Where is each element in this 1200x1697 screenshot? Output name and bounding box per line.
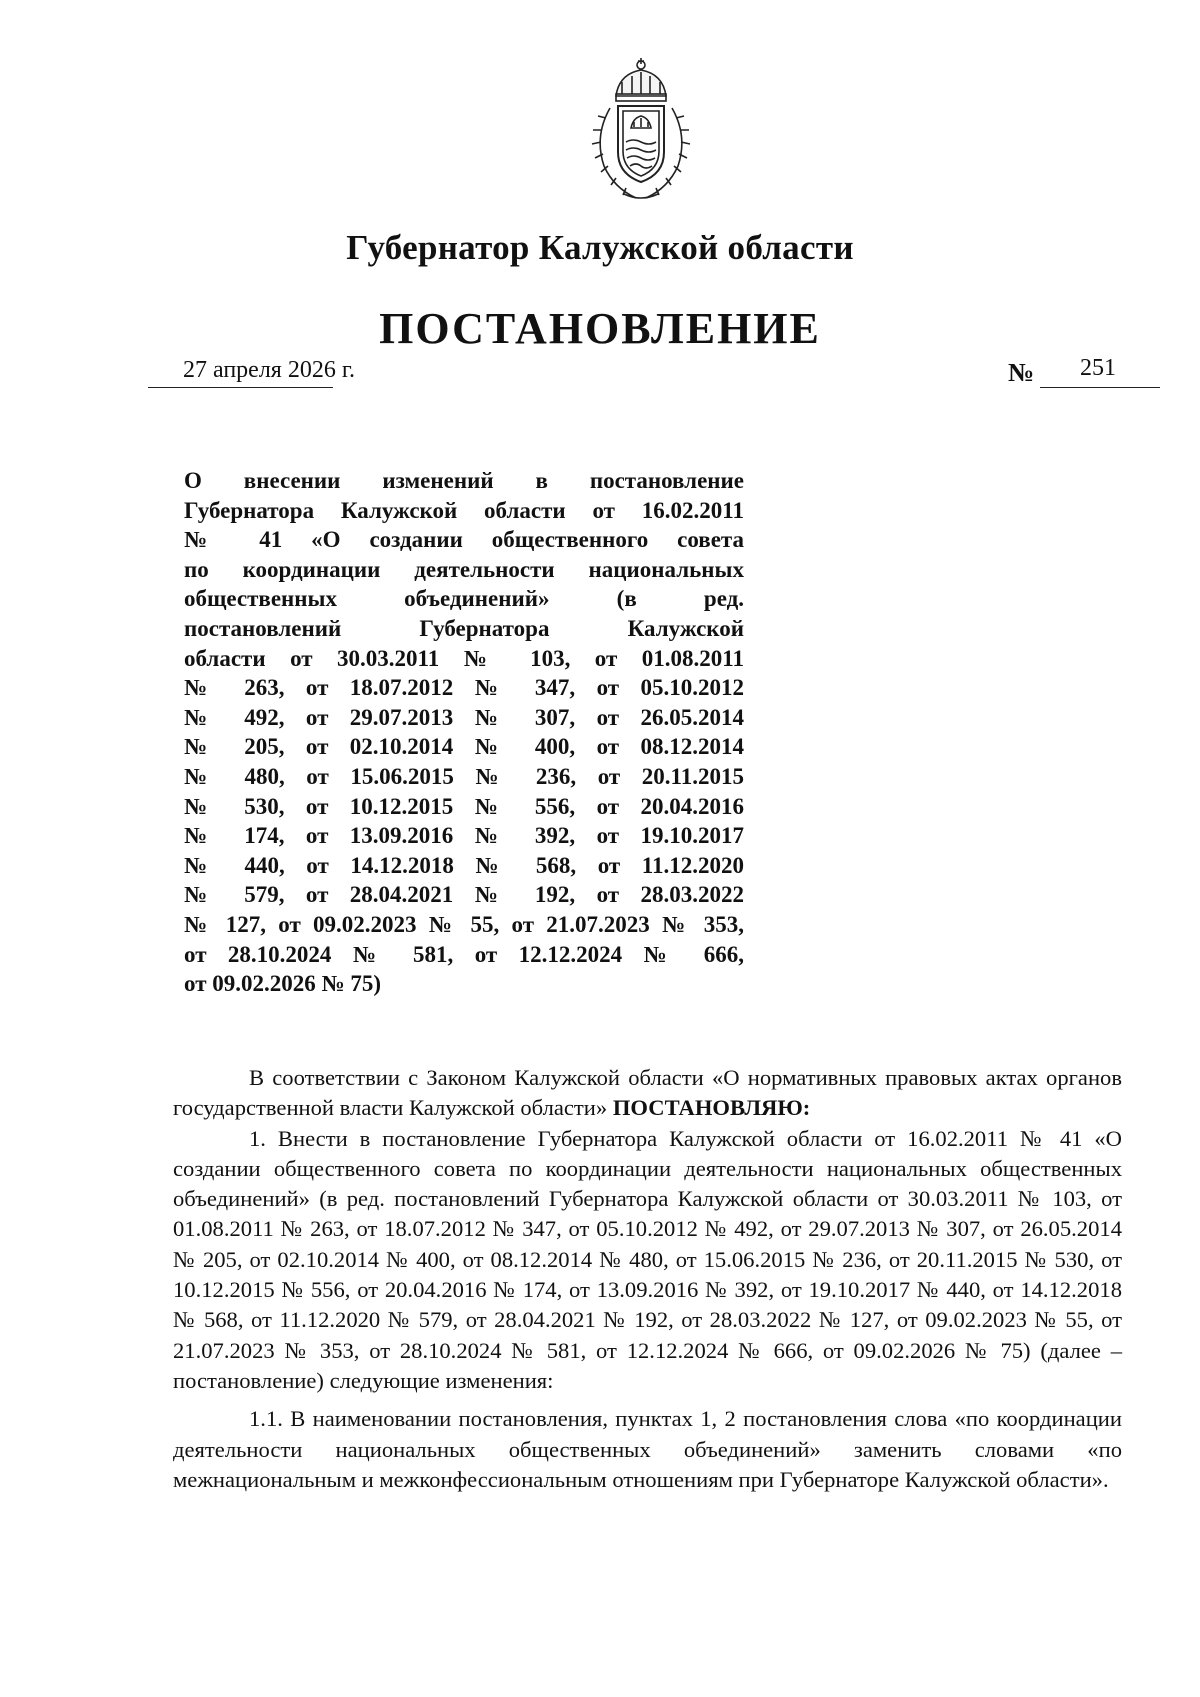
document-number: 251 <box>1080 355 1116 381</box>
heading-line: № 205, от 02.10.2014 № 400, от 08.12.2014 <box>184 734 744 760</box>
heading-line: от 28.10.2024 № 581, от 12.12.2024 № 666, <box>184 941 744 967</box>
decree-word: ПОСТАНОВЛЯЮ: <box>612 1095 811 1121</box>
item-1-paragraph: 1. Внести в постановление Губернатора Калужской области от 16.02.2011 № 41 «О создании общественного совета по координации деятельности национальных общественных объединений» (в ред. постановлений Губернатора Калужской области от 30.03.2011 № 103, от 01.08.2011 № 263, от 18.07.2012 № 347, от 05.10.2012 № 492, от 29.07.2013 № 307, от 26.05.2014 № 205, от 02.10.2014 № 400, от 08.12.2014 № 480, от 15.06.2015 № 236, от 20.11.2015 № 530, от 10.12.2015 № 556, от 20.04.2016 № 174, от 13.09.2016 № 392, от 19.10.2017 № 440, от 14.12.2018 № 568, от 11.12.2020 № 579, от 28.04.2021 № 192, от 28.03.2022 № 127, от 09.02.2023 № 55, от 21.07.2023 № 353, от 28.10.2024 № 581, от 12.12.2024 № 666, от 09.02.2026 № 75) (далее – постановление) следующие изменения: <box>173 1125 1122 1393</box>
preamble-text: В соответствии с Законом Калужской области «О нормативных правовых актах органов государственной власти Калужской области» <box>173 1065 1122 1121</box>
heading-line: № 480, от 15.06.2015 № 236, от 20.11.2015 <box>184 763 744 789</box>
heading-line: № 174, от 13.09.2016 № 392, от 19.10.2017 <box>184 823 744 849</box>
heading-line: от 09.02.2026 № 75) <box>184 971 382 997</box>
heading-line: по координации деятельности национальных <box>184 556 744 582</box>
coat-of-arms-icon <box>586 56 696 206</box>
item-1-1-paragraph: 1.1. В наименовании постановления, пунктах 1, 2 постановления слова «по координации деятельности национальных общественных объединений» заменить словами «по межнациональным и межконфессиональным отношениям при Губернаторе Калужской области». <box>173 1406 1122 1492</box>
organization-title: Губернатор Калужской области <box>346 228 854 267</box>
heading-line: области от 30.03.2011 № 103, от 01.08.2011 <box>184 645 744 671</box>
heading-line: № 492, от 29.07.2013 № 307, от 26.05.2014 <box>184 704 744 730</box>
heading-line: № 127, от 09.02.2023 № 55, от 21.07.2023 № 353, <box>184 911 744 937</box>
preamble-paragraph <box>173 1063 1122 1124</box>
document-type-title: ПОСТАНОВЛЕНИЕ <box>379 304 821 353</box>
document-number-label: № <box>1008 358 1035 387</box>
heading-line: № 41 «О создании общественного совета <box>184 527 744 553</box>
heading-line: постановлений Губернатора Калужской <box>184 615 744 641</box>
date-underline <box>148 387 333 388</box>
document-body <box>173 1063 1122 1495</box>
heading-line: № 530, от 10.12.2015 № 556, от 20.04.2016 <box>184 793 744 819</box>
heading-line: № 579, от 28.04.2021 № 192, от 28.03.2022 <box>184 882 744 908</box>
heading-line: № 263, от 18.07.2012 № 347, от 05.10.2012 <box>184 675 744 701</box>
document-date: 27 апреля 2026 г. <box>183 357 355 383</box>
heading-line: общественных объединений» (в ред. <box>184 586 744 612</box>
heading-line: О внесении изменений в постановление <box>184 468 744 493</box>
heading-line: № 440, от 14.12.2018 № 568, от 11.12.2020 <box>184 852 744 878</box>
document-heading <box>184 466 744 999</box>
heading-line: Губернатора Калужской области от 16.02.2011 <box>184 497 744 523</box>
number-underline <box>1040 387 1160 388</box>
